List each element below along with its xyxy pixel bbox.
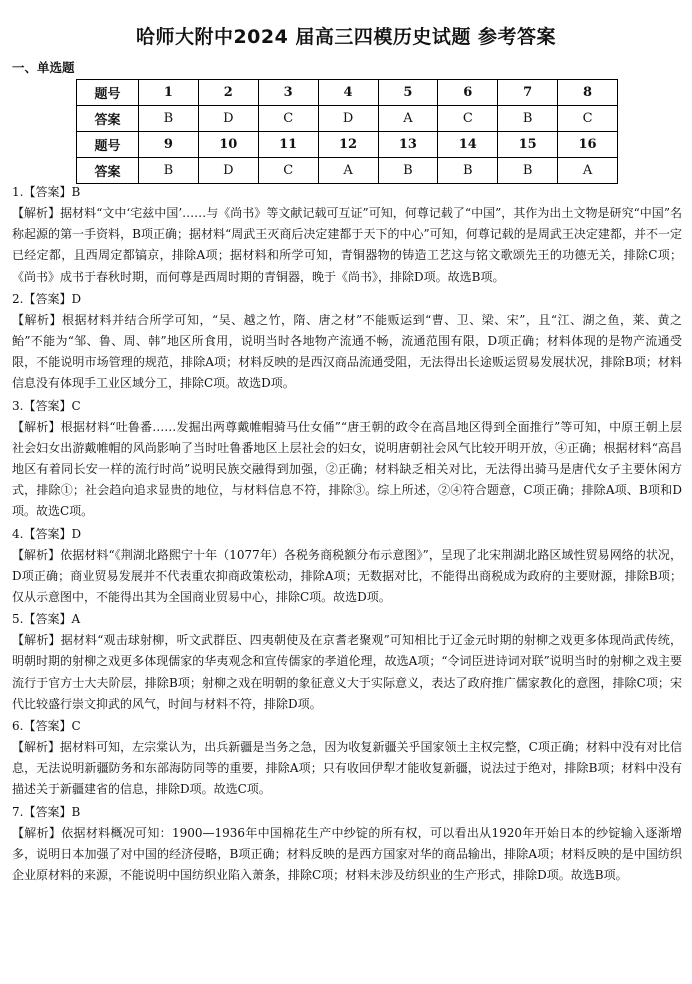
table-row-answers-1 xyxy=(77,106,618,132)
answer-cell: C xyxy=(438,106,498,132)
question-number-cell: 5 xyxy=(378,80,438,106)
answer-label: 1.【答案】B xyxy=(12,185,81,199)
answer-cell: C xyxy=(258,158,318,184)
answer-label: 2.【答案】D xyxy=(12,291,82,306)
analysis-text: 【解析】依据材料概况可知：1900—1936年中国棉花生产中纱锭的所有权，可以看出从1920年开始日本的纱锭输入逐渐增多，说明日本加强了对中国的经济侵略，B项正确；材料反映的是西方国家对华的商品输出，排除A项；材料反映的是中国纺织企业原材料的来源，不能说明中国纺织业陷入萧条，排除C项；材料未涉及纺织业的生产形式，排除D项。故选B项。 xyxy=(12,825,682,883)
answer-cell: C xyxy=(558,106,618,132)
answer-cell: B xyxy=(498,158,558,184)
answer-cell: C xyxy=(258,106,318,132)
answer-cell: A xyxy=(558,158,618,184)
question-number-cell: 7 xyxy=(498,80,558,106)
row-header-question-number: 题号 xyxy=(77,132,139,158)
answer-label: 3.【答案】C xyxy=(12,398,81,413)
analysis-text: 【解析】据材料“文中‘宅兹中国’……与《尚书》等文献记载可互证”可知，何尊记载了“中国”，其作为出土文物是研究“中国”名称起源的第一手资料，B项正确；据材料“周武王灭商后决定建都于天下的中心”可知，何尊记载的是周武王决定建都，并不一定已经定都，且西周定都镐京，排除A项；据材料和所学可知，青铜器物的铸造工艺这与铭文歌颂先王的功德无关，排除C项；《尚书》成书于春秋时期，而何尊是西周时期的青铜器，晚于《尚书》，排除D项。故选B项。 xyxy=(12,206,682,284)
answer-cell: B xyxy=(438,158,498,184)
question-item xyxy=(12,715,682,801)
analysis-text: 【解析】依据材料“《荆湖北路熙宁十年（1077年）各税务商税额分布示意图》”，呈现了北宋荆湖北路区域性贸易网络的状况，D项正确；商业贸易发展并不代表重农抑商政策松动，排除A项；无数据对比，不能得出商税成为政府的主要财源，排除B项；仅从示意图中，不能得出其为全国商业贸易中心，排除C项。故选D项。 xyxy=(12,547,682,605)
answer-label: 7.【答案】B xyxy=(12,804,81,819)
page-title: 哈师大附中2024 届高三四模历史试题 参考答案 xyxy=(135,26,557,48)
question-number-cell: 1 xyxy=(139,80,199,106)
question-item xyxy=(12,395,682,523)
question-number-cell: 9 xyxy=(139,132,199,158)
row-header-answer: 答案 xyxy=(77,106,139,132)
question-item xyxy=(12,288,682,395)
question-item xyxy=(12,523,682,609)
analysis-text: 【解析】根据材料“吐鲁番……发掘出两尊戴帷帽骑马仕女俑”“唐王朝的政令在高昌地区得到全面推行”等可知，中原王朝上层社会妇女出游戴帷帽的风尚影响了当时吐鲁番地区上层社会的妇女，说明唐朝社会风气比较开明开放，④正确；根据材料“高昌地区有着同长安一样的流行时尚”说明民族交融得到加强，②正确；材料缺乏相关对比，无法得出骑马是唐代女子主要休闲方式，排除①；社会趋向追求显贵的地位，与材料信息不符，排除③。综上所述，②④符合题意，C项正确；排除A项、B项和D项。故选C项。 xyxy=(12,419,682,519)
answer-cell: B xyxy=(139,158,199,184)
question-number-cell: 15 xyxy=(498,132,558,158)
answer-cell: B xyxy=(139,106,199,132)
question-number-cell: 3 xyxy=(258,80,318,106)
answer-cell: A xyxy=(318,158,378,184)
answer-cell: B xyxy=(378,158,438,184)
answer-explanations xyxy=(12,181,682,886)
question-number-cell: 4 xyxy=(318,80,378,106)
question-number-cell: 11 xyxy=(258,132,318,158)
question-item xyxy=(12,801,682,887)
question-number-cell: 14 xyxy=(438,132,498,158)
answer-table xyxy=(76,79,618,184)
answer-cell: D xyxy=(198,106,258,132)
answer-cell: D xyxy=(318,106,378,132)
question-item xyxy=(12,181,682,288)
table-row-question-numbers-2 xyxy=(77,132,618,158)
table-row-answers-2 xyxy=(77,158,618,184)
row-header-answer: 答案 xyxy=(77,158,139,184)
question-number-cell: 12 xyxy=(318,132,378,158)
row-header-question-number: 题号 xyxy=(77,80,139,106)
question-number-cell: 16 xyxy=(558,132,618,158)
analysis-text: 【解析】据材料可知，左宗棠认为，出兵新疆是当务之急，因为收复新疆关乎国家领土主权完整，C项正确；材料中没有对比信息，无法说明新疆防务和东部海防同等的重要，排除A项；只有收回伊犁才能收复新疆，说法过于绝对，排除B项；材料中没有描述关于新疆建省的信息，排除D项。故选C项。 xyxy=(12,740,682,797)
answer-label: 4.【答案】D xyxy=(12,526,82,541)
question-number-cell: 10 xyxy=(198,132,258,158)
analysis-text: 【解析】根据材料并结合所学可知，“吴、越之竹，隋、唐之材”不能贩运到“曹、卫、梁、宋”，且“江、湖之鱼，莱、黄之鲐”不能为“邹、鲁、周、韩”地区所食用，说明当时各地物产流通不畅，流通范围有限，D项正确；材料体现的是物产流通受限，不能说明市场管理的规范，排除A项；材料反映的是西汉商品流通受阻，无法得出长途贩运贸易发展状况，排除B项；材料信息没有体现手工业区域分工，排除C项。故选D项。 xyxy=(12,312,682,391)
answer-label: 5.【答案】A xyxy=(12,612,81,627)
answer-cell: D xyxy=(198,158,258,184)
answer-cell: A xyxy=(378,106,438,132)
table-row-question-numbers-1 xyxy=(77,80,618,106)
question-number-cell: 13 xyxy=(378,132,438,158)
section-heading: 一、单选题 xyxy=(12,60,75,75)
question-number-cell: 2 xyxy=(198,80,258,106)
answer-label: 6.【答案】C xyxy=(12,719,81,734)
analysis-text: 【解析】据材料“观击球射柳，听文武群臣、四夷朝使及在京耆老聚观”可知相比于辽金元时期的射柳之戏更多体现尚武传统，明朝时期的射柳之戏更多体现儒家的华夷观念和宣传儒家的孝道伦理，故选A项；“令词臣进诗词对联”说明当时的射柳之戏主要流行于官方士大夫阶层，排除B项；射柳之戏在明朝的象征意义大于实际意义，表达了政府推广儒家教化的意图，排除C项；宋代比较盛行崇文抑武的风气，时间与材料不符，排除D项。 xyxy=(12,633,682,711)
question-number-cell: 8 xyxy=(558,80,618,106)
answer-cell: B xyxy=(498,106,558,132)
question-item xyxy=(12,608,682,715)
question-number-cell: 6 xyxy=(438,80,498,106)
